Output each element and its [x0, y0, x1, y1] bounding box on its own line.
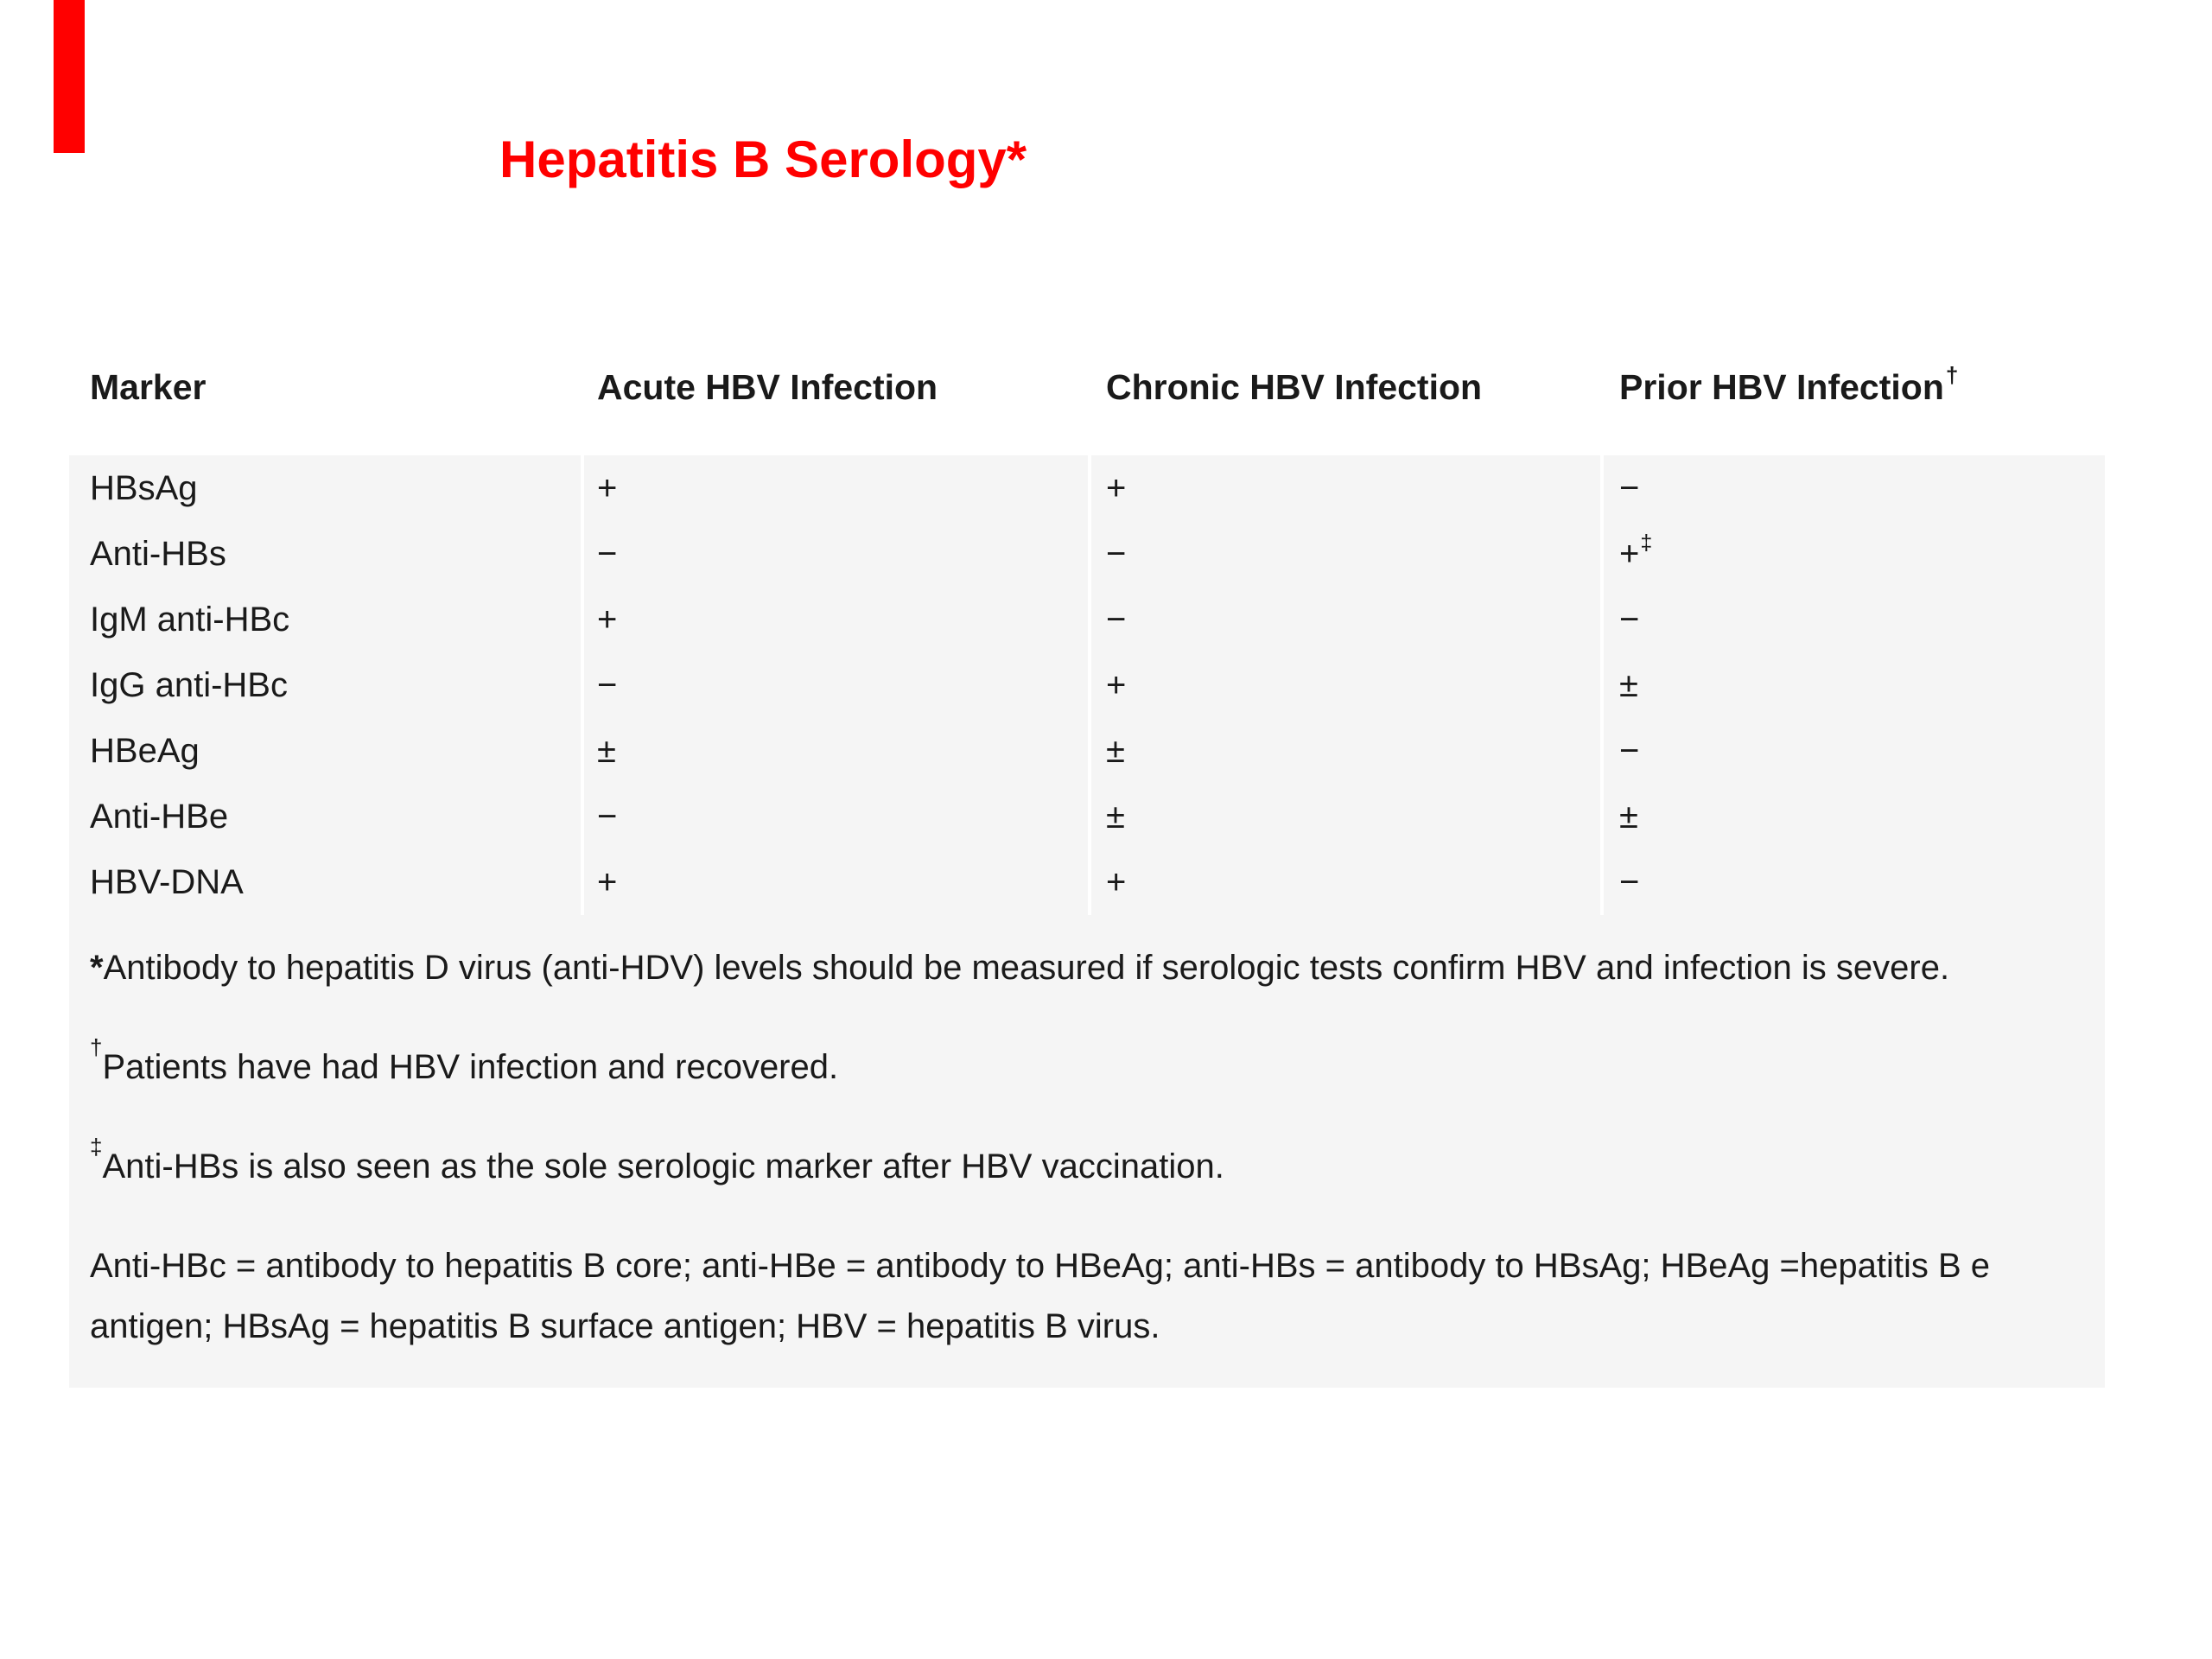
footnote-asterisk-marker: *: [90, 949, 104, 987]
marker-cell: HBsAg: [69, 455, 581, 521]
marker-cell: Anti-HBe: [69, 784, 581, 849]
footnote-abbreviations: [90, 1236, 2070, 1357]
acute-value-cell: −: [584, 784, 1088, 849]
prior-value-cell: [1604, 652, 2105, 718]
serology-content: [69, 362, 2105, 1388]
acute-value-cell: ±: [584, 718, 1088, 784]
chronic-value-cell: −: [1091, 521, 1600, 587]
table-row-anti-hbe: [69, 784, 2105, 849]
prior-value: ±: [1619, 665, 1638, 704]
red-accent-bar: [54, 0, 85, 153]
prior-value: −: [1619, 600, 1640, 639]
prior-value: −: [1619, 731, 1640, 770]
chronic-value-cell: ±: [1091, 718, 1600, 784]
prior-value-cell: [1604, 784, 2105, 849]
table-row-igm-anti-hbc: [69, 587, 2105, 652]
table-row-igg-anti-hbc: [69, 652, 2105, 718]
prior-value: −: [1619, 468, 1640, 507]
marker-cell: HBV-DNA: [69, 849, 581, 915]
column-header-prior: Prior HBV Infection †: [1619, 362, 1959, 407]
table-row-hbeag: [69, 718, 2105, 784]
acute-value-cell: +: [584, 455, 1088, 521]
page-title: Hepatitis B Serology*: [499, 130, 1027, 188]
prior-value: +: [1619, 534, 1640, 573]
marker-cell: IgG anti-HBc: [69, 652, 581, 718]
marker-cell: HBeAg: [69, 718, 581, 784]
table-row-hbsag: [69, 455, 2105, 521]
footnote-asterisk: [90, 938, 2070, 998]
table-row-anti-hbs: [69, 521, 2105, 587]
table-row-hbv-dna: [69, 849, 2105, 915]
footnote-abbreviations-text: Anti-HBc = antibody to hepatitis B core; anti-HBe = antibody to HBeAg; anti-HBs = antibody to HBsAg; HBeAg =hepatitis B e antigen; HBsAg = hepatitis B surface antigen; HBV = hepatitis B virus.: [90, 1247, 1990, 1345]
column-header-marker: Marker: [90, 367, 207, 407]
footnote-dagger-text: Patients have had HBV infection and recovered.: [102, 1048, 839, 1086]
prior-value-cell: + ‡: [1604, 521, 2105, 587]
footnotes-section: [69, 915, 2105, 1388]
column-header-prior-label: Prior HBV Infection: [1619, 367, 1944, 407]
column-header-acute: Acute HBV Infection: [597, 367, 938, 407]
prior-value-cell: [1604, 455, 2105, 521]
acute-value-cell: +: [584, 587, 1088, 652]
acute-value-cell: −: [584, 652, 1088, 718]
prior-value: ±: [1619, 797, 1638, 836]
chronic-value-cell: −: [1091, 587, 1600, 652]
column-header-chronic: Chronic HBV Infection: [1106, 367, 1483, 407]
chronic-value-cell: +: [1091, 455, 1600, 521]
prior-value-cell: [1604, 587, 2105, 652]
marker-cell: IgM anti-HBc: [69, 587, 581, 652]
footnote-double-dagger: [90, 1133, 2070, 1197]
footnote-double-dagger-marker: ‡: [90, 1133, 103, 1160]
table-header-row: [69, 362, 2105, 455]
prior-value-cell: [1604, 849, 2105, 915]
chronic-value-cell: +: [1091, 849, 1600, 915]
footnote-asterisk-text: Antibody to hepatitis D virus (anti-HDV) levels should be measured if serologic tests confirm HBV and infection is severe.: [103, 949, 1950, 987]
acute-value-cell: +: [584, 849, 1088, 915]
table-body: [69, 455, 2105, 915]
prior-value-cell: [1604, 718, 2105, 784]
footnote-dagger-marker: †: [90, 1033, 103, 1060]
footnote-dagger: [90, 1033, 2070, 1097]
footnote-double-dagger-text: Anti-HBs is also seen as the sole serologic marker after HBV vaccination.: [102, 1147, 1224, 1185]
prior-value: −: [1619, 862, 1640, 901]
acute-value-cell: −: [584, 521, 1088, 587]
chronic-value-cell: ±: [1091, 784, 1600, 849]
chronic-value-cell: +: [1091, 652, 1600, 718]
marker-cell: Anti-HBs: [69, 521, 581, 587]
